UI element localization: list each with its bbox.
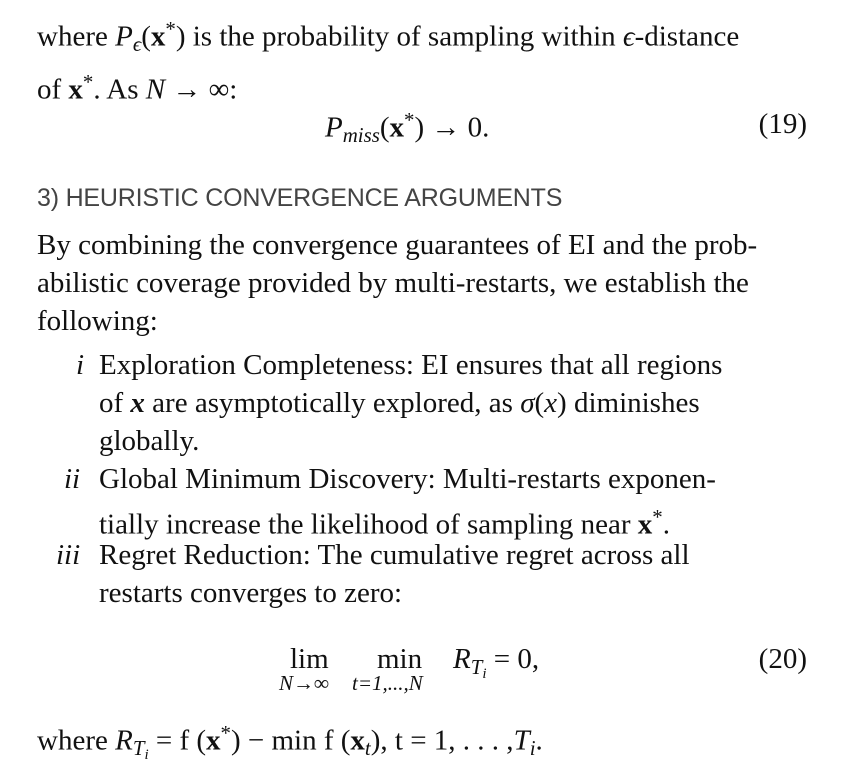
math-subscript: miss	[342, 123, 380, 148]
intro-paragraph	[37, 10, 807, 109]
text-span: .	[535, 724, 543, 757]
regret-expression	[453, 643, 539, 683]
math-subscript: i	[144, 747, 149, 764]
text-span: ) is the probability of sampling within	[175, 20, 623, 53]
math-subscript	[132, 736, 149, 764]
math-vector: x	[68, 73, 83, 106]
math-symbol: T	[470, 654, 483, 679]
math-subscript: i	[529, 736, 536, 761]
math-superscript: *	[220, 721, 231, 745]
math-symbol: P	[115, 20, 133, 53]
math-vector: x	[637, 508, 653, 541]
math-symbol: σ	[520, 387, 535, 419]
math-symbol: x	[544, 387, 558, 419]
math-symbol: T	[132, 736, 145, 761]
math-subscript: i	[482, 666, 487, 683]
math-superscript: *	[165, 17, 176, 41]
min-operator: min	[377, 643, 423, 675]
list-marker: i	[76, 349, 85, 381]
text-span: ), t = 1, . . . ,	[370, 724, 514, 757]
text-span: where	[37, 20, 116, 53]
text-span: = f (	[148, 724, 207, 757]
math-vector: x	[389, 111, 405, 144]
equation-number: (20)	[758, 643, 807, 675]
text-span: = 0,	[486, 643, 540, 675]
item-line	[99, 384, 807, 422]
math-vector: x	[150, 20, 166, 53]
math-subscript: ϵ	[132, 32, 142, 57]
lim-operator: lim	[290, 643, 329, 675]
math-vector: x	[350, 724, 365, 757]
text-span: → ∞:	[165, 73, 238, 106]
math-symbol: ϵ	[622, 20, 635, 53]
text-span: -distance	[634, 20, 740, 53]
text-span: ) → 0.	[414, 111, 490, 144]
min-subscript: t=1,...,N	[352, 671, 423, 695]
math-superscript: *	[404, 108, 415, 132]
intro-line-1	[37, 10, 807, 63]
text-span: are asymptotically explored, as	[144, 387, 521, 419]
math-symbol: N	[145, 73, 166, 106]
math-symbol: T	[513, 724, 530, 757]
list-marker: ii	[64, 463, 81, 495]
text-span: ) − min f (	[230, 724, 351, 757]
final-line	[37, 714, 807, 774]
math-subscript	[470, 654, 487, 683]
text-span: .	[662, 508, 670, 541]
math-vector: x	[206, 724, 221, 757]
text-span: (	[379, 111, 390, 144]
item-line: Global Minimum Discovery: Multi-restarts exponen-	[99, 463, 716, 495]
list-item-text	[99, 536, 807, 612]
math-symbol: R	[115, 724, 133, 757]
equation-19	[0, 108, 850, 158]
math-superscript: *	[82, 70, 94, 95]
text-span: ) diminishes	[557, 387, 700, 419]
text-span: (	[141, 20, 151, 53]
list-item-text	[99, 346, 807, 460]
math-symbol: R	[453, 643, 471, 675]
text-span: (	[534, 387, 545, 419]
equation-20	[0, 643, 850, 703]
math-superscript: *	[652, 505, 663, 529]
lim-subscript: N→∞	[279, 671, 329, 695]
list-marker: iii	[56, 539, 81, 571]
item-line: restarts converges to zero:	[99, 577, 403, 609]
item-line: globally.	[99, 425, 200, 457]
body-line-2: abilistic coverage provided by multi-restarts, we establish the	[37, 267, 749, 299]
text-span: of	[37, 73, 69, 106]
intro-line-2	[37, 63, 807, 108]
equation-number: (19)	[758, 108, 807, 140]
text-span: tially increase the likelihood of sampling near	[99, 508, 638, 541]
list-item-text	[99, 460, 807, 543]
body-line-3: following:	[37, 305, 158, 337]
body-paragraph	[37, 226, 807, 340]
equation-19-body	[325, 108, 489, 148]
text-span: of	[99, 387, 131, 419]
math-subscript: t	[364, 736, 371, 761]
body-line-1: By combining the convergence guarantees of EI and the prob-	[37, 229, 758, 261]
item-line: Regret Reduction: The cumulative regret across all	[99, 539, 690, 571]
text-span: . As	[93, 73, 146, 106]
item-line: Exploration Completeness: EI ensures that all regions	[99, 349, 723, 381]
section-heading: 3) HEURISTIC CONVERGENCE ARGUMENTS	[37, 184, 563, 212]
math-vector: x	[130, 387, 145, 419]
text-span: where	[37, 724, 116, 757]
math-symbol: P	[325, 111, 343, 144]
